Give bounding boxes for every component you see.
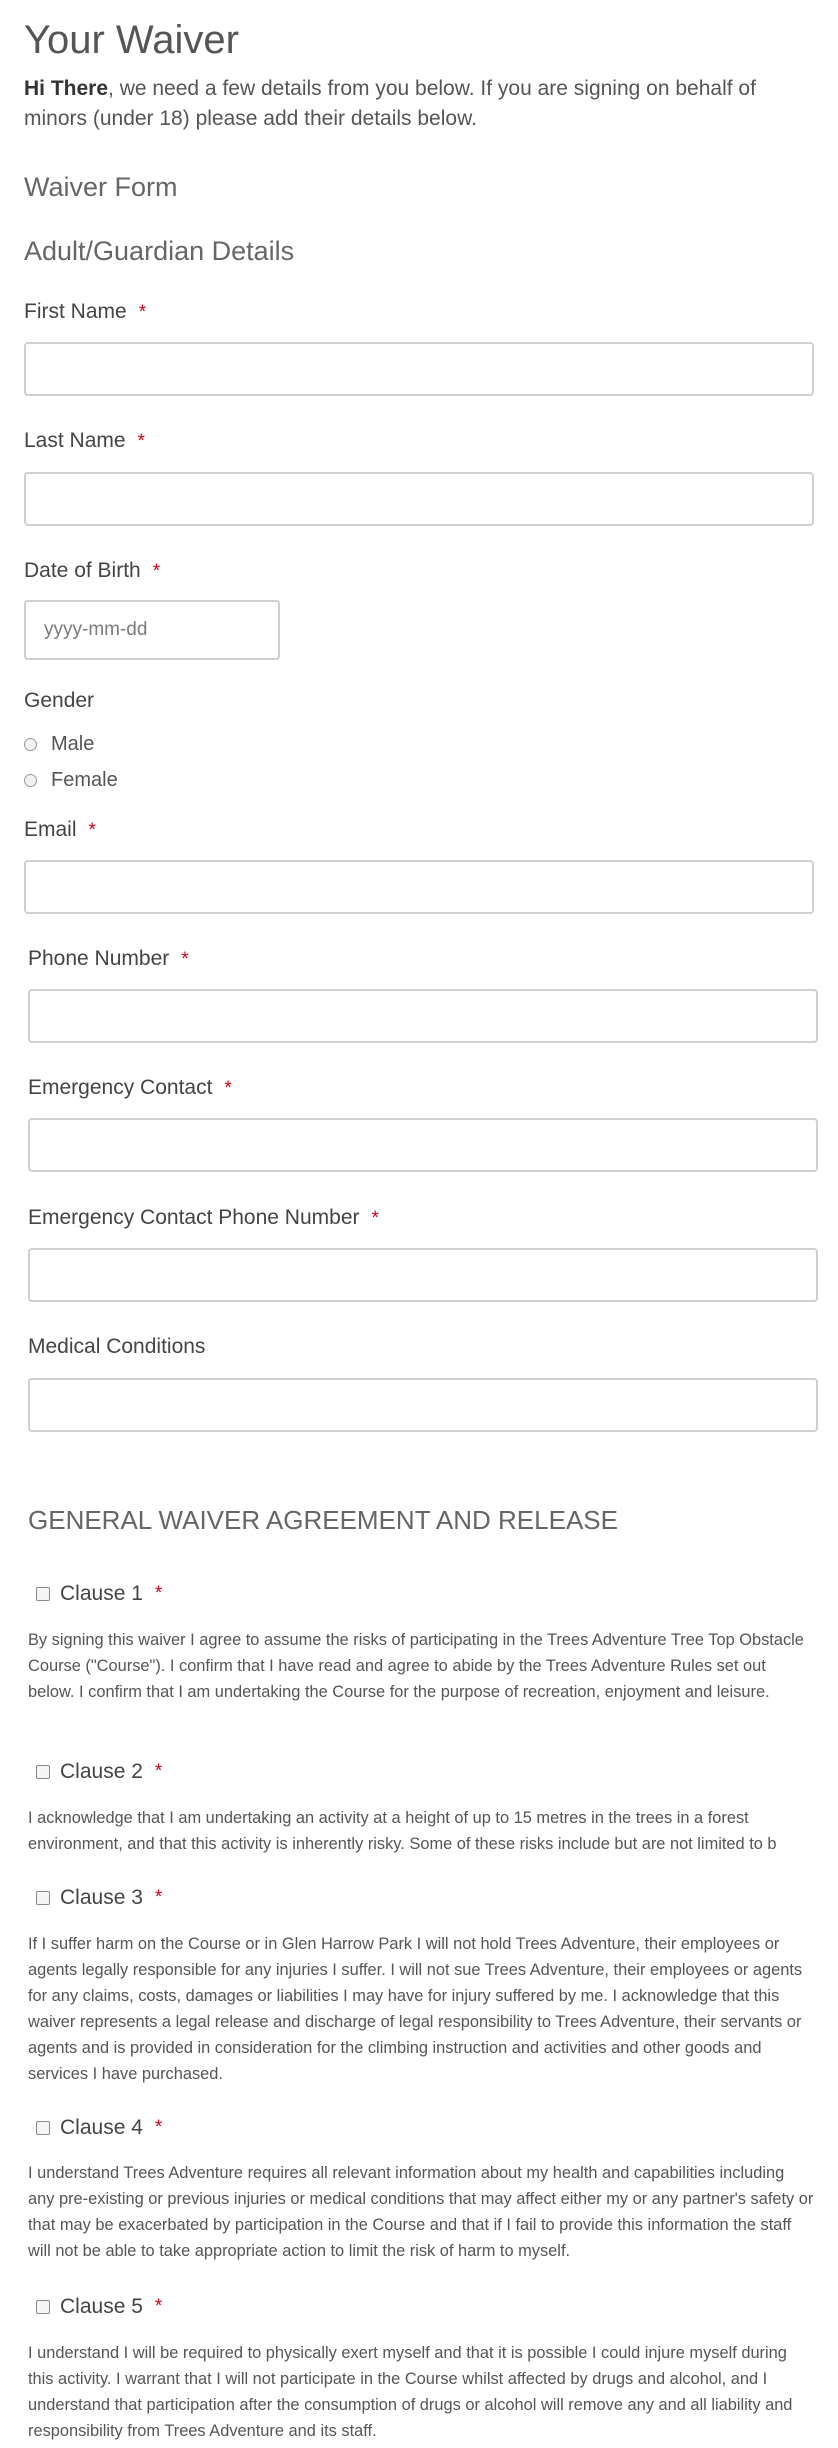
emergency-phone-input[interactable] [28,1248,818,1302]
intro-greeting: Hi There [24,77,109,100]
first-name-label: First Name [24,300,127,323]
required-marker: * [371,1208,379,1229]
clause-3-row[interactable] [36,1886,162,1910]
clause-5-row[interactable] [36,2295,162,2319]
clause-2-row[interactable] [36,1760,162,1784]
required-marker: * [181,949,189,970]
dob-label: Date of Birth [24,559,141,582]
emergency-phone-label: Emergency Contact Phone Number [28,1206,360,1229]
emergency-contact-label: Emergency Contact [28,1076,213,1099]
clause-4-label: Clause 4 [60,2116,143,2139]
section-heading: Adult/Guardian Details [24,236,295,266]
gender-label: Gender [24,689,95,712]
clause-2-checkbox[interactable] [36,1765,50,1779]
agreement-heading: GENERAL WAIVER AGREEMENT AND RELEASE [28,1505,618,1535]
radio-label: Male [51,733,95,755]
dob-input[interactable] [24,600,280,660]
phone-input[interactable] [28,989,818,1043]
gender-option-female[interactable] [24,769,118,792]
clause-4-checkbox[interactable] [36,2121,50,2135]
clause-4-row[interactable] [36,2116,162,2140]
last-name-label: Last Name [24,429,126,452]
clause-1-text: By signing this waiver I agree to assume the risks of participating in the Trees Adventure Tree Top Obstacle Course ("Course"). I confirm that I have read and agree to abide by the Trees Adventure Rules set out below. I confirm that I am undertaking the Course for the purpose of recreation, enjoyment and leisure. [28,1631,804,1701]
clause-3-text: If I suffer harm on the Course or in Glen Harrow Park I will not hold Trees Adventure, their employees or agents legally responsible for any injuries I suffer. I will not sue Trees Adventure, their employees or agents for any claims, costs, damages or liabilities I may have for injury suffered by me. I acknowledge that this waiver represents a legal release and discharge of legal responsibility to Trees Adventure, their servants or agents and is provided in consideration for the climbing instruction and activities and other goods and services I have purchased. [28,1935,803,2083]
first-name-input[interactable] [24,342,814,396]
required-marker: * [224,1078,232,1099]
clause-3-checkbox[interactable] [36,1891,50,1905]
phone-label: Phone Number [28,947,170,970]
clause-5-label: Clause 5 [60,2295,143,2318]
dob-label-row [24,559,160,583]
clause-1-row[interactable] [36,1582,162,1606]
intro-body: , we need a few details from you below. If you are signing on behalf of minors (under 18) please add their details below. [24,77,756,130]
clause-2-text: I acknowledge that I am undertaking an activity at a height of up to 15 metres in the trees in a forest environment, and that this activity is inherently risky. Some of these risks include but are not limited to b [28,1809,777,1853]
first-name-label-row [24,300,146,324]
phone-label-row [28,947,189,971]
clause-5-text: I understand I will be required to physically exert myself and that it is possible I could injure myself during this activity. I warrant that I will not participate in the Course whilst affected by drugs and alcohol, and I understand that participation after the consumption of drugs or alcohol will remove any and all liability and responsibility from Trees Adventure and its staff. [28,2344,793,2440]
email-input[interactable] [24,860,814,914]
form-heading: Waiver Form [24,172,178,202]
required-marker: * [154,2296,163,2317]
medical-conditions-label: Medical Conditions [28,1335,206,1358]
gender-option-male[interactable] [24,733,94,756]
medical-label-row [28,1335,205,1359]
required-marker: * [137,431,145,452]
clause-1-label: Clause 1 [60,1582,143,1605]
clause-1-checkbox[interactable] [36,1587,50,1601]
required-marker: * [154,1887,163,1908]
medical-conditions-input[interactable] [28,1378,818,1432]
clause-4-text: I understand Trees Adventure requires all relevant information about my health and capabilities including any pre-existing or previous injuries or medical conditions that may affect either my or any partner's safety or that may be exacerbated by participation in the Course and that if I fail to provide this information the staff will not be able to take appropriate action to limit the risk of harm to myself. [28,2164,814,2260]
email-label: Email [24,818,77,841]
required-marker: * [154,1583,163,1604]
radio-button[interactable] [24,774,37,787]
intro-text [24,74,804,134]
emergency-phone-label-row [28,1206,379,1230]
required-marker: * [154,2117,163,2138]
emergency-contact-input[interactable] [28,1118,818,1172]
required-marker: * [138,302,147,323]
required-marker: * [152,561,161,582]
clause-2-label: Clause 2 [60,1760,143,1783]
email-label-row [24,818,96,842]
last-name-label-row [24,429,145,453]
emergency-contact-label-row [28,1076,232,1100]
clause-3-label: Clause 3 [60,1886,143,1909]
radio-button[interactable] [24,738,37,751]
clause-5-checkbox[interactable] [36,2300,50,2314]
radio-label: Female [51,769,118,791]
required-marker: * [154,1761,163,1782]
required-marker: * [88,820,96,841]
page-title: Your Waiver [24,18,239,62]
last-name-input[interactable] [24,472,814,526]
